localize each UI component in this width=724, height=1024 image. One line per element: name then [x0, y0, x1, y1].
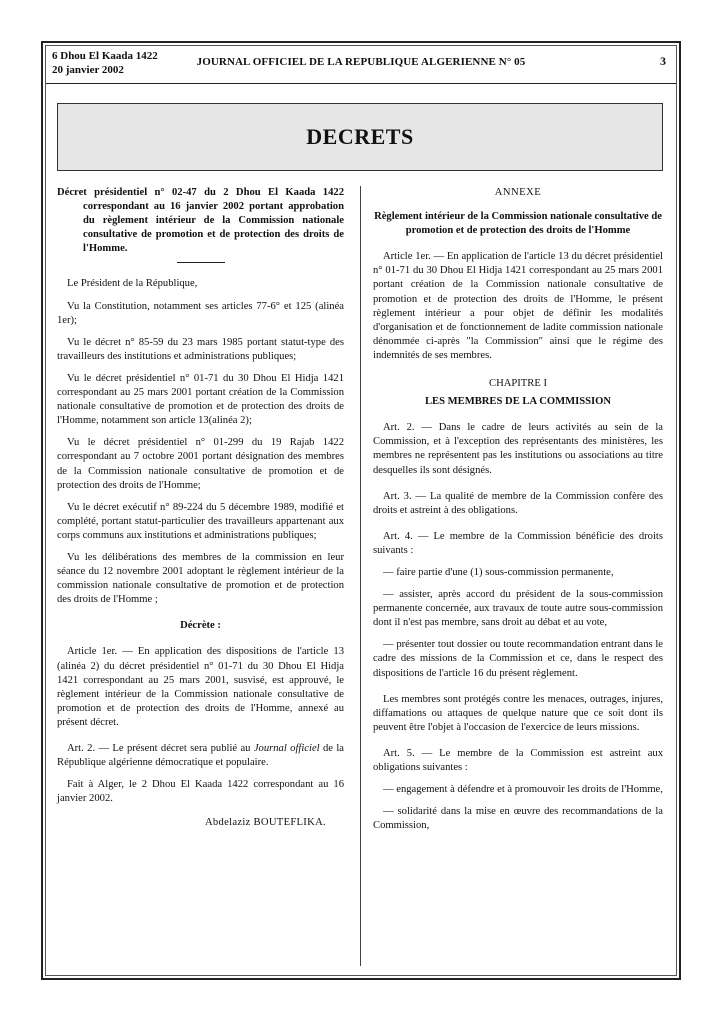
preamble-paragraph: Vu le décret exécutif n° 89-224 du 5 décembre 1989, modifié et complété, portant statut-particulier des travailleurs appartenant aux corps communs aux institutions et administrations publiques;	[57, 501, 344, 541]
header-date-hijri: 6 Dhou El Kaada 1422	[52, 50, 158, 62]
decree-article-1: Article 1er. — En application des dispositions de l'article 13 (alinéa 2) du décret présidentiel n° 01-71 du 30 Dhou El Hidja 1421 correspondant au 25 mars 2001, susvisé, est approuvé, le règlement intérieur de la Commission nationale consultative de promotion et de protection des droits de l'Homme, annexé au présent décret.	[57, 646, 344, 728]
reglement-article-5: Art. 5. — Le membre de la Commission est astreint aux obligations suivantes :	[373, 747, 663, 773]
preamble-paragraph: Vu le décret présidentiel n° 01-71 du 30 Dhou El Hidja 1421 correspondant au 25 mars 2001 portant création de la Commission nationale consultative de promotion et de protection des droits de l'Homme, notamment son article 13(alinéa 2);	[57, 372, 344, 427]
decree-article-2	[57, 742, 344, 770]
reglement-article-3: Art. 3. — La qualité de membre de la Commission confère des droits et astreint à des obligations.	[373, 490, 663, 516]
annexe-heading: ANNEXE	[494, 187, 542, 198]
article-4-item: — assister, après accord du président de la sous-commission permanente concernée, aux travaux de toute autre sous-commission dont il n'est pas membre, sans droit au débat et au vote,	[373, 589, 663, 629]
reglement-title: Règlement intérieur de la Commission nationale consultative de promotion et de protection des droits de l'Homme	[374, 211, 662, 237]
title-separator	[177, 262, 225, 263]
article-2-text-start: Art. 2. — Le présent décret sera publié au	[67, 743, 254, 754]
signature: Abdelaziz BOUTEFLIKA.	[204, 817, 326, 829]
chapter-title: LES MEMBRES DE LA COMMISSION	[424, 396, 611, 408]
article-5-item: — engagement à défendre et à promouvoir les droits de l'Homme,	[383, 784, 663, 796]
section-banner	[57, 103, 663, 171]
article-5-item: — solidarité dans la mise en œuvre des recommandations de la Commission,	[373, 806, 663, 832]
right-column	[373, 186, 663, 841]
reglement-article-4: Art. 4. — Le membre de la Commission bénéficie des droits suivants :	[373, 530, 663, 556]
preamble-paragraph: Vu le décret n° 85-59 du 23 mars 1985 portant statut-type des travailleurs des institutions et administrations publiques;	[57, 336, 344, 362]
preamble-paragraph: Le Président de la République,	[67, 278, 198, 290]
article-2-text-end: de la République algérienne démocratique et populaire.	[57, 743, 344, 769]
decree-title: Décret présidentiel n° 02-47 du 2 Dhou El Kaada 1422 correspondant au 16 janvier 2002 portant approbation du règlement intérieur de la Commission nationale consultative de promotion et de protection des droits de l'Homme.	[57, 187, 344, 255]
reglement-article-2: Art. 2. — Dans le cadre de leurs activités au sein de la Commission, et à l'exception des représentants des ministères, les membres ne représentent pas les institutions ou associations au titre desquelles ils sont désignés.	[373, 422, 663, 476]
reglement-article-1: Article 1er. — En application de l'article 13 du décret présidentiel n° 01-71 du 30 Dhou El Hidja 1421 correspondant au 25 mars 2001 portant création de la Commission nationale consultative de promotion et de protection des droits de l'Homme, le présent règlement intérieur a pour objet de définir les modalités d'organisation et de fonctionnement de ladite commission nationale dénommée ci-après "la Commission" ainsi que le régime des indemnités de ses membres.	[373, 251, 663, 361]
left-column	[57, 186, 344, 838]
journal-officiel-italic: Journal officiel	[253, 743, 320, 754]
decrete-heading: Décrète :	[180, 620, 221, 632]
article-4-item: — présenter tout dossier ou toute recommandation entrant dans le cadre des missions de la Commission et ce, dans le respect des dispositions de l'article 16 du présent règlement.	[373, 639, 663, 679]
journal-header	[46, 46, 676, 84]
article-4-item: — faire partie d'une (1) sous-commission permanente,	[383, 566, 614, 578]
preamble-paragraph: Vu les délibérations des membres de la commission en leur séance du 12 novembre 2001 adoptant le règlement intérieur de la commission nationale consultative de promotion et de protection des droits de l'Homme ;	[57, 551, 344, 606]
preamble-paragraph: Vu la Constitution, notamment ses articles 77-6° et 125 (alinéa 1er);	[57, 300, 344, 326]
column-divider	[360, 186, 361, 966]
preamble-paragraph: Vu le décret présidentiel n° 01-299 du 19 Rajab 1422 correspondant au 7 octobre 2001 portant désignation des membres de la Commission nationale consultative de promotion et de protection des droits de l'Homme;	[57, 437, 344, 491]
fait-a-alger: Fait à Alger, le 2 Dhou El Kaada 1422 correspondant au 16 janvier 2002.	[57, 779, 344, 805]
section-title: DECRETS	[306, 124, 414, 149]
header-date-gregorian: 20 janvier 2002	[52, 64, 124, 76]
page-number: 3	[660, 54, 666, 68]
chapter-label: CHAPITRE I	[489, 378, 547, 390]
article-4-protection: Les membres sont protégés contre les menaces, outrages, injures, diffamations ou attaques de quelque nature que ce soit dont ils peuvent être l'objet à l'occasion de l'exercice de leurs missions.	[373, 693, 663, 733]
journal-title: JOURNAL OFFICIEL DE LA REPUBLIQUE ALGERIENNE N° 05	[196, 56, 526, 68]
